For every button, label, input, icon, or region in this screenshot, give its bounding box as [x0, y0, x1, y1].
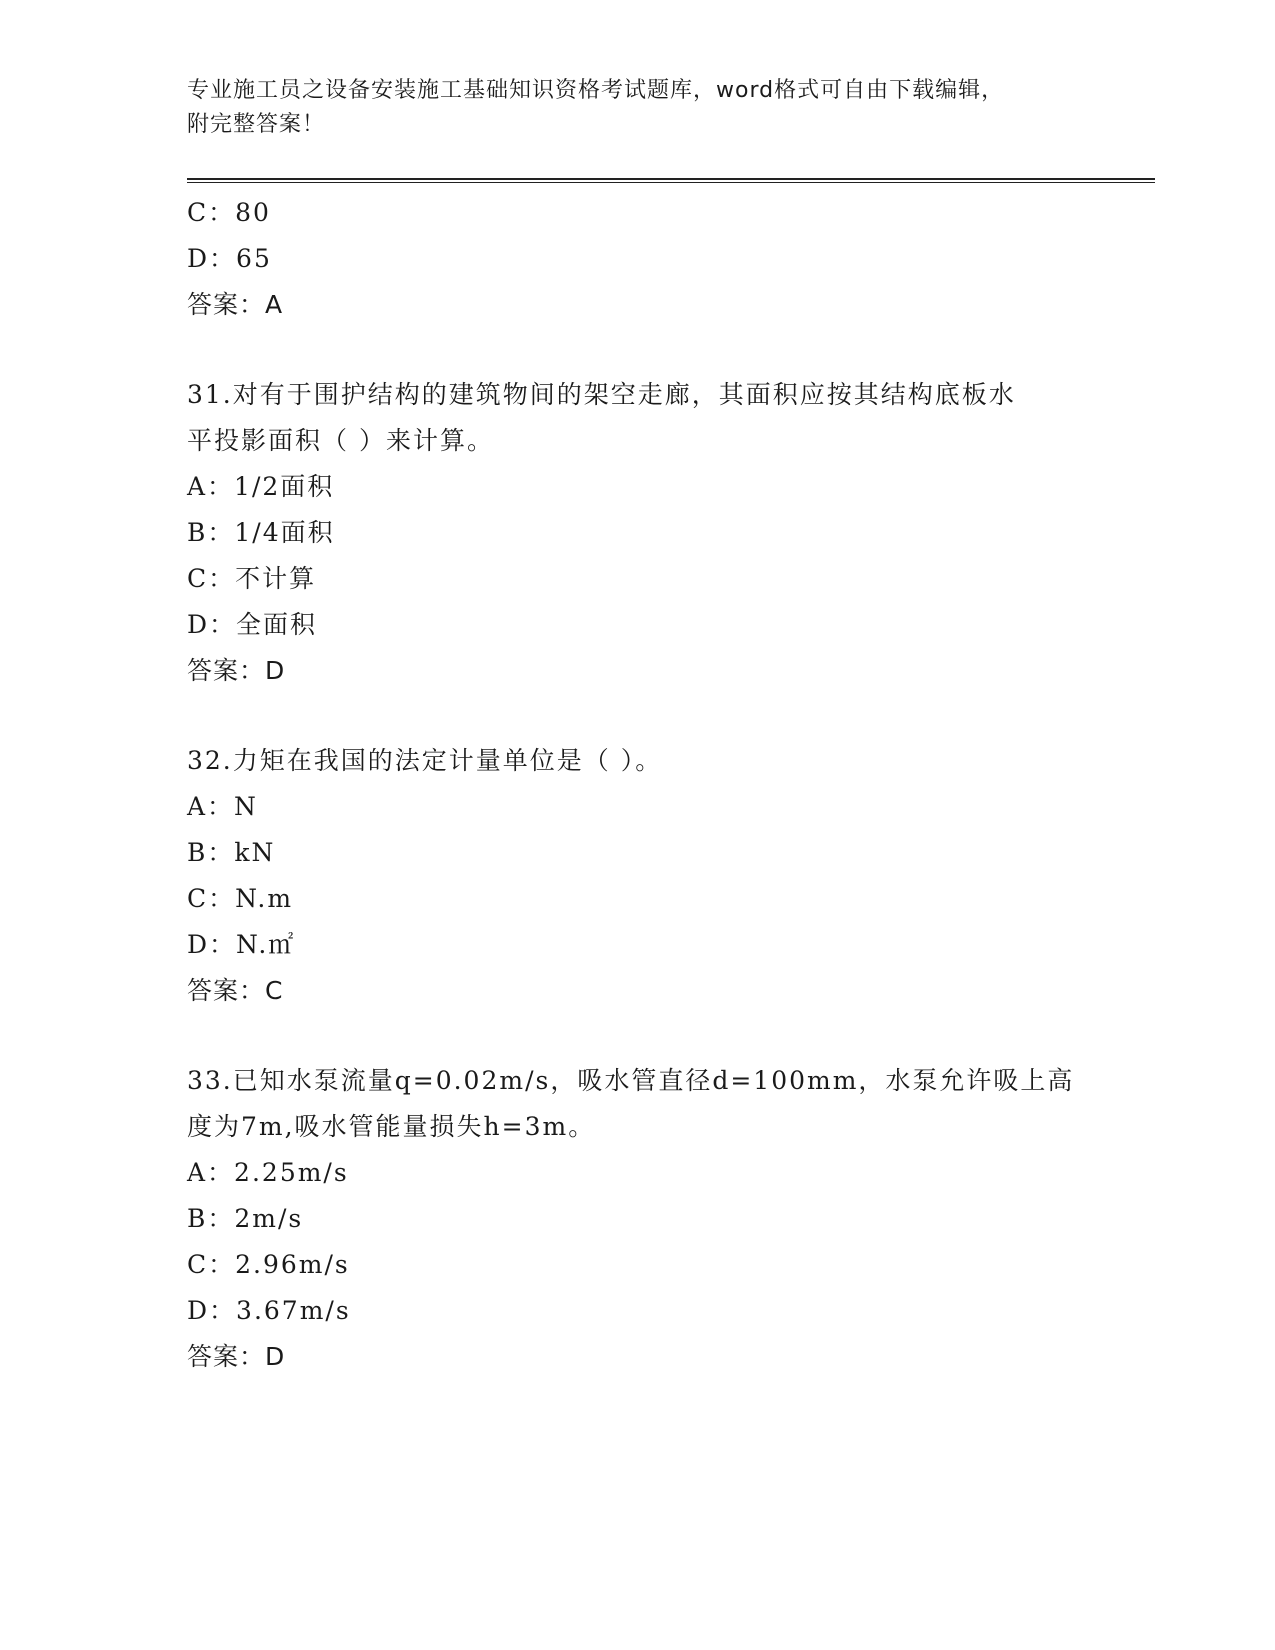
option-b: B：1/4面积 [187, 518, 335, 547]
option-d: D：65 [187, 244, 272, 273]
option-c: C：不计算 [187, 564, 317, 593]
question-list [187, 190, 1107, 1380]
question-stem: 33.已知水泵流量q=0.02m/s，吸水管直径d=100mm，水泵允许吸上高 [187, 1066, 1075, 1095]
option-c: C：N.m [187, 884, 294, 913]
option-c: C：2.96m/s [187, 1250, 350, 1279]
question-stem: 32.力矩在我国的法定计量单位是（ ）。 [187, 746, 663, 775]
document-header [187, 74, 1087, 142]
question-stem: 31.对有于围护结构的建筑物间的架空走廊，其面积应按其结构底板水 [187, 380, 1016, 409]
option-d: D：全面积 [187, 610, 318, 639]
option-a: A：N [187, 792, 258, 821]
answer-line: 答案：D [187, 1342, 286, 1371]
question-stem-cont: 平投影面积（ ）来计算。 [187, 426, 494, 455]
question-33 [187, 1058, 1107, 1380]
prev-question-block [187, 190, 1107, 328]
question-stem-cont: 度为7m,吸水管能量损失h=3m。 [187, 1112, 596, 1141]
answer-line: 答案：C [187, 976, 284, 1005]
option-d: D：N.㎡ [187, 930, 296, 959]
header-line-1: 专业施工员之设备安装施工基础知识资格考试题库，word格式可自由下载编辑， [187, 78, 1005, 103]
question-32 [187, 738, 1107, 1014]
answer-line: 答案：D [187, 656, 286, 685]
question-31 [187, 372, 1107, 694]
option-c: C：80 [187, 198, 271, 227]
option-b: B：kN [187, 838, 276, 867]
option-b: B：2m/s [187, 1204, 304, 1233]
header-line-2: 附完整答案！ [187, 112, 326, 137]
option-a: A：1/2面积 [187, 472, 335, 501]
answer-line: 答案：A [187, 290, 284, 319]
header-divider [187, 178, 1155, 183]
option-d: D：3.67m/s [187, 1296, 351, 1325]
option-a: A：2.25m/s [187, 1158, 349, 1187]
